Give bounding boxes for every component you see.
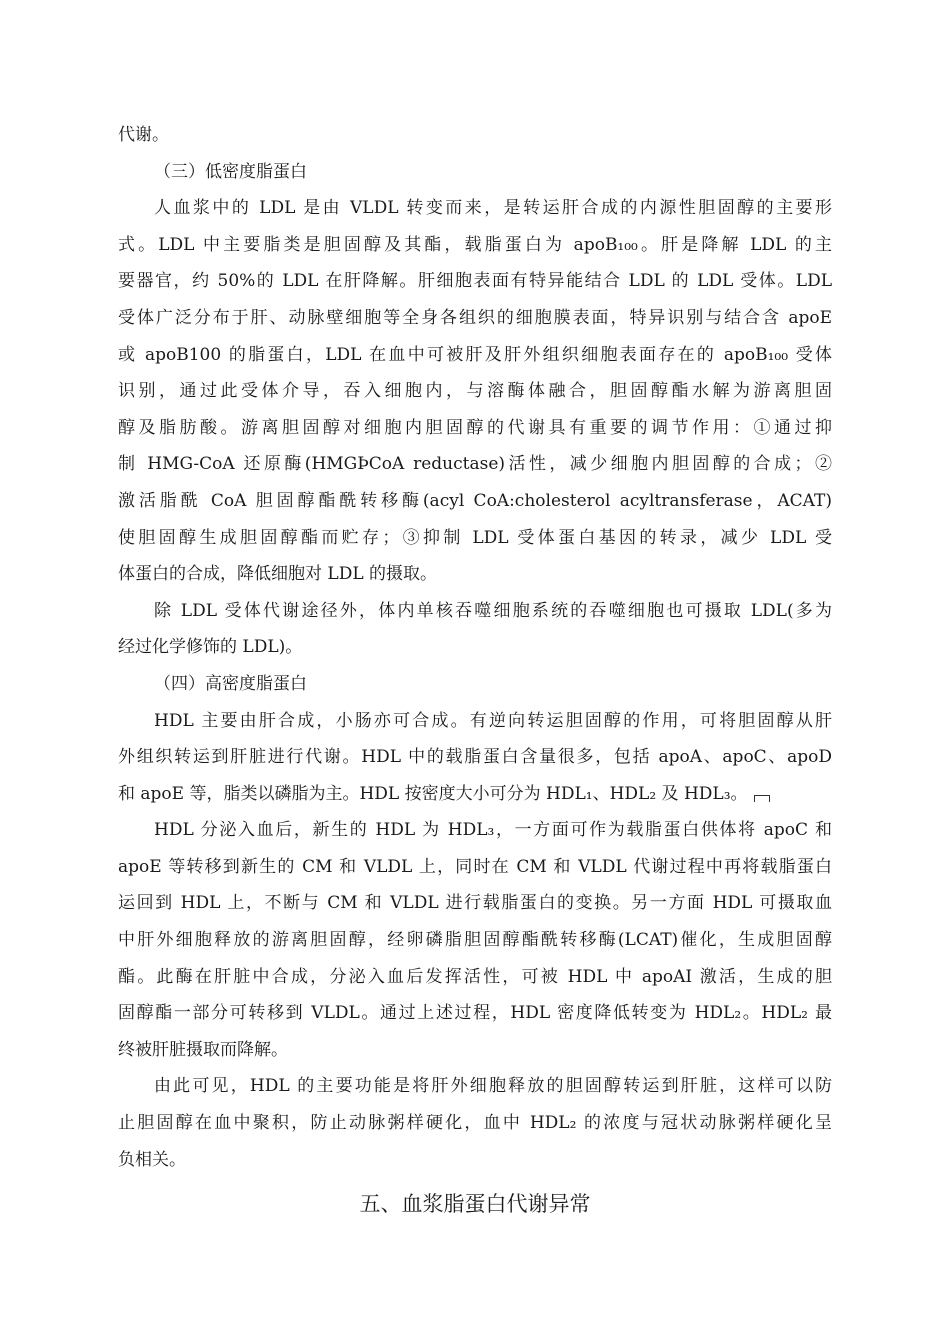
- text-line: 中肝外细胞释放的游离胆固醇，经卵磷脂胆固醇酯酰转移酶(LCAT)催化，生成胆固醇: [118, 930, 832, 951]
- text-line: 终被肝脏摄取而降解。: [118, 1039, 288, 1060]
- text-line: 固醇酯一部分可转移到 VLDL。通过上述过程，HDL 密度降低转变为 HDL₂。HDL₂ 最: [118, 1003, 832, 1024]
- text-line: 激活脂酰 CoA 胆固醇酯酰转移酶(acyl CoA:cholesterol acyltransferase，ACAT): [118, 490, 832, 511]
- text-line: 经过化学修饰的 LDL)。: [118, 637, 303, 658]
- text-line: 式。LDL 中主要脂类是胆固醇及其酯，载脂蛋白为 apoB₁₀₀。肝是降解 LDL 的主: [118, 234, 832, 255]
- text-line: HDL 分泌入血后，新生的 HDL 为 HDL₃，一方面可作为载脂蛋白供体将 apoC 和: [154, 820, 832, 841]
- text-line: 负相关。: [118, 1149, 186, 1170]
- text-line: 醇及脂肪酸。游离胆固醇对细胞内胆固醇的代谢具有重要的调节作用：①通过抑: [118, 417, 832, 438]
- text-line: 要器官，约 50%的 LDL 在肝降解。肝细胞表面有特异能结合 LDL 的 LDL 受体。LDL: [118, 271, 832, 292]
- text-line: 识别，通过此受体介导，吞入细胞内，与溶酶体融合，胆固醇酯水解为游离胆固: [118, 381, 832, 402]
- edit-mark-icon: [754, 795, 770, 802]
- section-title: 五、血浆脂蛋白代谢异常: [359, 1192, 591, 1217]
- text-line: 代谢。: [118, 125, 169, 145]
- text-line: 止胆固醇在血中聚积，防止动脉粥样硬化，血中 HDL₂ 的浓度与冠状动脉粥样硬化呈: [118, 1113, 832, 1134]
- text-line: 人血浆中的 LDL 是由 VLDL 转变而来，是转运肝合成的内源性胆固醇的主要形: [154, 198, 832, 219]
- text-line: apoE 等转移到新生的 CM 和 VLDL 上，同时在 CM 和 VLDL 代谢过程中再将载脂蛋白: [118, 856, 832, 877]
- text-line: 外组织转运到肝脏进行代谢。HDL 中的载脂蛋白含量很多，包括 apoA、apoC、apoD: [118, 747, 832, 768]
- text-line: 酯。此酶在肝脏中合成，分泌入血后发挥活性，可被 HDL 中 apoAI 激活，生成的胆: [118, 966, 832, 987]
- subsection-heading: （四）高密度脂蛋白: [154, 673, 307, 694]
- text-line: 由此可见，HDL 的主要功能是将肝外细胞释放的胆固醇转运到肝脏，这样可以防: [154, 1076, 832, 1097]
- text-line: 体蛋白的合成，降低细胞对 LDL 的摄取。: [118, 564, 438, 585]
- subsection-heading: （三）低密度脂蛋白: [154, 161, 307, 182]
- text-line: 制 HMG-CoA 还原酶(HMGÞCoA reductase)活性，减少细胞内胆固醇的合成；②: [118, 454, 832, 475]
- body-text: [118, 117, 832, 1178]
- text-line: 使胆固醇生成胆固醇酯而贮存；③抑制 LDL 受体蛋白基因的转录，减少 LDL 受: [118, 527, 832, 548]
- text-line: 运回到 HDL 上，不断与 CM 和 VLDL 进行载脂蛋白的变换。另一方面 HDL 可摄取血: [118, 893, 832, 914]
- document-page: [118, 117, 832, 1226]
- text-line: 或 apoB100 的脂蛋白，LDL 在血中可被肝及肝外组织细胞表面存在的 apoB₁₀₀ 受体: [118, 344, 832, 365]
- text-line: HDL 主要由肝合成，小肠亦可合成。有逆向转运胆固醇的作用，可将胆固醇从肝: [154, 710, 832, 731]
- text-line: 和 apoE 等，脂类以磷脂为主。HDL 按密度大小可分为 HDL₁、HDL₂ 及 HDL₃。: [118, 776, 832, 813]
- text-line: 除 LDL 受体代谢途径外，体内单核吞噬细胞系统的吞噬细胞也可摄取 LDL(多为: [154, 600, 832, 621]
- text-line: 受体广泛分布于肝、动脉壁细胞等全身各组织的细胞膜表面，特异识别与结合含 apoE: [118, 307, 832, 328]
